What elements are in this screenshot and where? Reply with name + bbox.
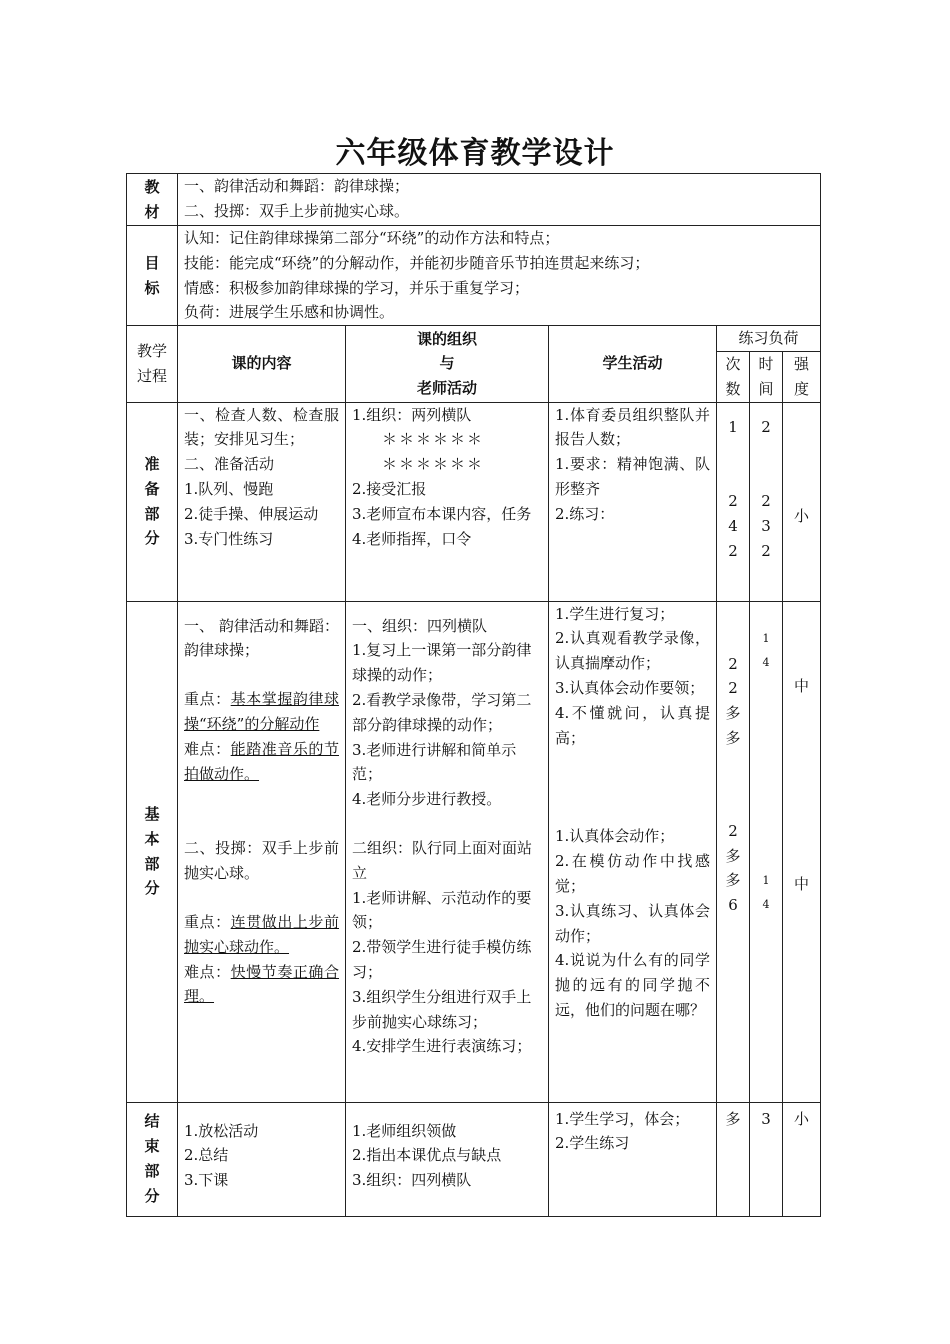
basic-count: 2 2 多 多 2 多 多 6 xyxy=(717,601,750,1102)
header-intensity: 强 度 xyxy=(783,351,821,402)
goals-row xyxy=(127,226,821,326)
basic-student: 1.学生进行复习； 2.认真观看教学录像，认真揣摩动作； 3.认真体会动作要领； 4.不懂就问，认真提高； 1.认真体会动作； 2.在模仿动作中找感觉； 3.认真练习、认真体会动作； 4.说说为什么有的同学抛的远有的同学抛不远，他们的问题在哪？ xyxy=(549,601,717,1102)
prep-student: 1.体育委员组织整队并报告人数； 1.要求：精神饱满、队形整齐 2.练习： xyxy=(549,402,717,601)
header-student: 学生活动 xyxy=(549,326,717,402)
basic-content: 一、 韵律活动和舞蹈：韵律球操； 重点：基本掌握韵律球操“环绕”的分解动作 难点：能踏准音乐的节拍做动作。 二、投掷：双手上步前抛实心球。 重点：连贯做出上步前抛实心球动作。 难点：快慢节奏正确合理。 xyxy=(178,601,346,1102)
basic-label: 基 本 部 分 xyxy=(127,601,178,1102)
page-title: 六年级体育教学设计 xyxy=(335,136,615,171)
prep-row xyxy=(127,402,821,601)
header-row xyxy=(127,326,821,352)
header-org: 课的组织 与 老师活动 xyxy=(346,326,549,402)
textbook-label: 教 材 xyxy=(127,174,178,226)
end-student: 1.学生学习，体会； 2.学生练习 xyxy=(549,1102,717,1216)
goals-label: 目 标 xyxy=(127,226,178,326)
basic-row xyxy=(127,601,821,1102)
header-content: 课的内容 xyxy=(178,326,346,402)
lesson-plan-table xyxy=(126,173,821,1217)
prep-org: 1.组织：两列横队 ＊＊＊＊＊＊ ＊＊＊＊＊＊ 2.接受汇报 3.老师宣布本课内容，任务 4.老师指挥，口令 xyxy=(346,402,549,601)
prep-count: 1 2 4 2 xyxy=(717,402,750,601)
basic-org: 一、组织：四列横队 1.复习上一课第一部分韵律球操的动作； 2.看教学录像带，学习第二部分韵律球操的动作； 3.老师进行讲解和简单示范； 4.老师分步进行教授。 二组织：队行同上面对面站立 1.老师讲解、示范动作的要领； 2.带领学生进行徒手模仿练习； 3.组织学生分组进行双手上步前抛实心球练习； 4.安排学生进行表演练习； xyxy=(346,601,549,1102)
textbook-content: 一、韵律活动和舞蹈：韵律球操； 二、投掷：双手上步前抛实心球。 xyxy=(178,174,821,226)
end-time: 3 xyxy=(750,1102,783,1216)
goals-content: 认知：记住韵律球操第二部分“环绕”的动作方法和特点； 技能：能完成“环绕”的分解动作，并能初步随音乐节拍连贯起来练习； 情感：积极参加韵律球操的学习，并乐于重复学习； 负荷：进展学生乐感和协调性。 xyxy=(178,226,821,326)
header-load: 练习负荷 xyxy=(717,326,821,352)
end-org: 1.老师组织领做 2.指出本课优点与缺点 3.组织：四列横队 xyxy=(346,1102,549,1216)
header-process: 教学 过程 xyxy=(127,326,178,402)
end-label: 结 束 部 分 xyxy=(127,1102,178,1216)
prep-time: 2 2 3 2 xyxy=(750,402,783,601)
header-count: 次 数 xyxy=(717,351,750,402)
prep-label: 准 备 部 分 xyxy=(127,402,178,601)
end-content: 1.放松活动 2.总结 3.下课 xyxy=(178,1102,346,1216)
end-intensity: 小 xyxy=(783,1102,821,1216)
prep-content: 一、检查人数、检查服装；安排见习生； 二、准备活动 1.队列、慢跑 2.徒手操、伸展运动 3.专门性练习 xyxy=(178,402,346,601)
end-count: 多 xyxy=(717,1102,750,1216)
basic-time: 1 4 1 4 xyxy=(750,601,783,1102)
header-time: 时 间 xyxy=(750,351,783,402)
prep-intensity: 小 xyxy=(783,402,821,601)
basic-intensity: 中 中 xyxy=(783,601,821,1102)
textbook-row xyxy=(127,174,821,226)
end-row xyxy=(127,1102,821,1216)
